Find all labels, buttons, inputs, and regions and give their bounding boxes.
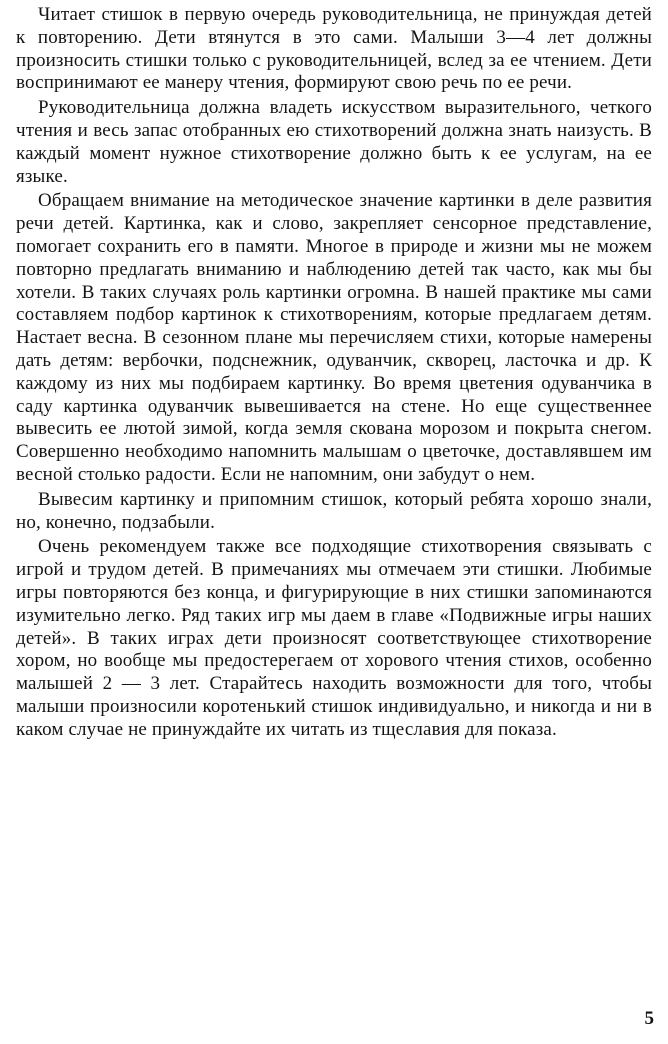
page-number: 5 [644,1008,654,1029]
page-body [16,4,652,744]
paragraph-reading-method: Читает стишок в первую очередь руководительница, не принуждая детей к повторению. Дети втянутся в это сами. Малыши 3—4 лет должны произносить стишки только с руководительницей, вслед за ее чтением. Дети воспринимают ее манеру чтения, формируют свою речь по ее речи. [16,4,652,94]
paragraph-games-and-labor: Очень рекомендуем также все подходящие стихотворения связывать с игрой и трудом детей. В примечаниях мы отмечаем эти стишки. Любимые игры повторяются без конца, и фигурирующие в них стишки запоминаются изумительно легко. Ряд таких игр мы даем в главе «Подвижные игры наших детей». В таких играх дети произносят соответствующее стихотворение хором, но вообще мы предостерегаем от хорового чтения стихов, особенно малышей 2 — 3 лет. Старайтесь находить возможности для того, чтобы малыши произносили коротенький стишок индивидуально, и никогда и ни в каком случае не принуждайте их читать из тщеславия для показа. [16,536,652,740]
paragraph-pictures: Обращаем внимание на методическое значение картинки в деле развития речи детей. Картинка, как и слово, закрепляет сенсорное представление, помогает сохранить его в памяти. Многое в природе и жизни мы не можем повторно предлагать вниманию и наблюдению детей так часто, как мы бы хотели. В таких случаях роль картинки огромна. В нашей практике мы сами составляем подбор картинок к стихотворениям, которые предлагаем детям. Настает весна. В сезонном плане мы перечисляем стихи, которые намерены дать детям: вербочки, подснежник, одуванчик, скворец, ласточка и др. К каждому из них мы подбираем картинку. Во время цветения одуванчика в саду картинка одуванчик вывешивается на стене. Но еще существеннее вывесить ее лютой зимой, когда земля скована морозом и покрыта снегом. Совершенно необходимо напомнить малышам о цветочке, доставлявшем им весной столько радости. Если не напомним, они забудут о нем. [16,190,652,485]
paragraph-expressive-reading: Руководительница должна владеть искусством выразительного, четкого чтения и весь запас отобранных ею стихотворений должна знать наизусть. В каждый момент нужное стихотворение должно быть к ее услугам, на ее языке. [16,97,652,187]
paragraph-recall-verse: Вывесим картинку и припомним стишок, который ребята хорошо знали, но, конечно, подзабыли. [16,488,652,533]
